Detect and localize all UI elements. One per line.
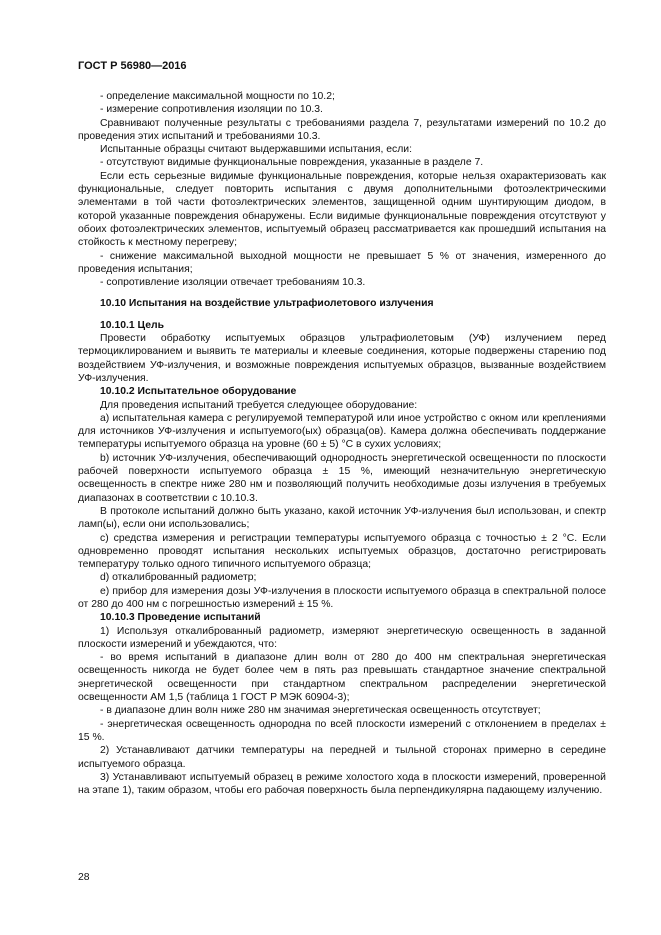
paragraph: а) испытательная камера с регулируемой температурой или иное устройство с окном или креплениями для источников УФ-излучения и испытуемого(ых) образца(ов). Камера должна обеспечивать поддержание температуры испытуемого образца на уровне (60 ± 5) °С в сухих условиях; (78, 412, 606, 451)
paragraph: е) прибор для измерения дозы УФ-излучения в плоскости испытуемого образца в спектральной полосе от 280 до 400 нм с погрешностью измерений ± 15 %. (78, 585, 606, 610)
section-heading: 10.10 Испытания на воздействие ультрафиолетового излучения (100, 298, 434, 310)
paragraph: с) средства измерения и регистрации температуры испытуемого образца с точностью ± 2 °С. Если одновременно проводят испытания нескольких испытуемых образцов, достаточно регистрировать температуру только одного типичного испытуемого образца; (78, 532, 606, 571)
paragraph: - отсутствуют видимые функциональные повреждения, указанные в разделе 7. (100, 157, 484, 169)
document-header: ГОСТ Р 56980—2016 (78, 60, 187, 72)
paragraph: Испытанные образцы считают выдержавшими испытания, если: (100, 144, 412, 156)
section-heading: 10.10.1 Цель (100, 319, 165, 331)
paragraph: - измерение сопротивления изоляции по 10.3. (100, 104, 323, 116)
paragraph: d) откалиброванный радиометр; (100, 572, 257, 584)
document-body (78, 90, 606, 797)
paragraph: 3) Устанавливают испытуемый образец в режиме холостого хода в плоскости измерений, проверенной на этапе 1), таким образом, чтобы его рабочая поверхность была перпендикулярна падающему излучению. (78, 771, 606, 797)
paragraph: b) источник УФ-излучения, обеспечивающий однородность энергетической освещенности по плоскости рабочей поверхности испытуемого образца ± 15 %, имеющий незначительную энергетическую освещенность в спектре ниже 280 нм и позволяющий получить необходимые дозы излучения в требуемых диапазонах в соответствии с 10.10.3. (78, 452, 606, 504)
section-heading: 10.10.3 Проведение испытаний (100, 612, 261, 624)
paragraph: - энергетическая освещенность однородна по всей плоскости измерений с отклонением в пределах ± 15 %. (78, 718, 606, 743)
paragraph: - во время испытаний в диапазоне длин волн от 280 до 400 нм спектральная энергетическая освещенность никогда не будет более чем в пять раз превышать стандартное значение спектральной энергетической освещенности при стандартном спектральном распределении энергетической освещенности АМ 1,5 (таблица 1 ГОСТ Р МЭК 60904-3); (78, 652, 606, 704)
paragraph: 2) Устанавливают датчики температуры на передней и тыльной сторонах примерно в середине испытуемого образца. (78, 745, 606, 770)
paragraph: В протоколе испытаний должно быть указано, какой источник УФ-излучения был использован, и спектр ламп(ы), если они использовались; (78, 505, 606, 531)
paragraph: - снижение максимальной выходной мощности не превышает 5 % от значения, измеренного до проведения испытания; (78, 250, 606, 275)
paragraph: Если есть серьезные видимые функциональные повреждения, которые нельзя охарактеризовать как функциональные, следует повторить испытания с двумя дополнительными фотоэлектрическими элементами в той части фотоэлектрических элементов, защищенной одним шунтирующим диодом, в которой указанные повреждения обнаружены. Если видимые функциональные повреждения отсутствуют у обоих фотоэлектрических элементов, испытуемый образец рассматривается как прошедший испытания на стойкость к местному перегреву; (78, 170, 606, 249)
section-heading: 10.10.2 Испытательное оборудование (100, 386, 297, 398)
paragraph: 1) Используя откалиброванный радиометр, измеряют энергетическую освещенность в заданной плоскости измерений и убеждаются, что: (78, 625, 606, 650)
page-number: 28 (78, 872, 90, 883)
paragraph: - определение максимальной мощности по 10.2; (100, 91, 335, 102)
paragraph: - сопротивление изоляции отвечает требованиям 10.3. (100, 277, 366, 289)
paragraph: Провести обработку испытуемых образцов ультрафиолетовым (УФ) излучением перед термоциклированием и выявить те материалы и клеевые соединения, которые подвержены старению под воздействием УФ-излучения, и возможные повреждения испытуемых образцов, вызванные воздействием УФ-излучения. (78, 333, 606, 384)
paragraph: - в диапазоне длин волн ниже 280 нм значимая энергетическая освещенность отсутствует; (100, 705, 541, 717)
paragraph: Для проведения испытаний требуется следующее оборудование: (100, 399, 418, 411)
paragraph: Сравнивают полученные результаты с требованиями раздела 7, результатами измерений по 10.2 до проведения этих испытаний и требованиями 10.3. (78, 117, 606, 142)
